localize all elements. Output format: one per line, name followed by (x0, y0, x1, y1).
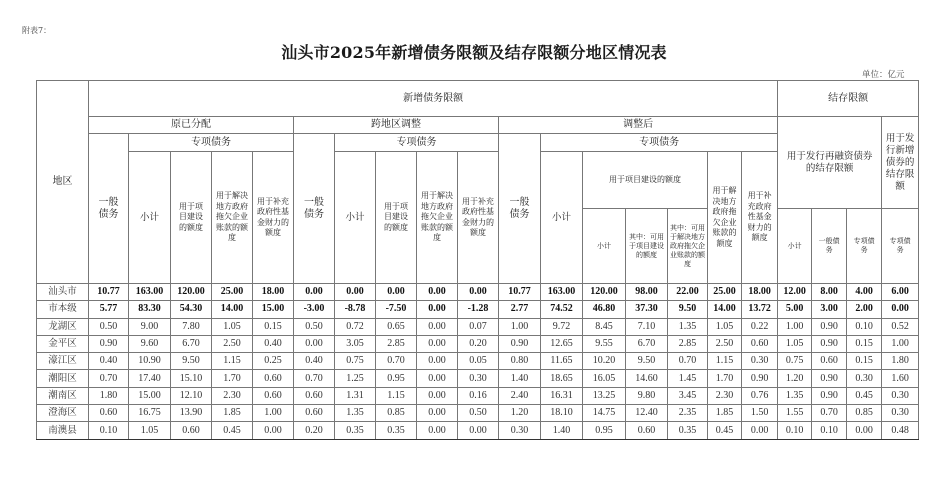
value-cell: 0.15 (847, 353, 882, 370)
value-cell: 0.60 (626, 422, 668, 439)
value-cell: 1.05 (778, 335, 812, 352)
value-cell: 0.00 (417, 422, 458, 439)
value-cell: 10.77 (499, 284, 541, 301)
value-cell: 15.00 (129, 387, 171, 404)
region-cell: 汕头市 (37, 284, 89, 301)
value-cell: 2.30 (212, 387, 253, 404)
value-cell: 1.35 (778, 387, 812, 404)
value-cell: 25.00 (212, 284, 253, 301)
table-row (37, 284, 919, 301)
value-cell: 0.76 (742, 387, 778, 404)
value-cell: 1.85 (212, 405, 253, 422)
value-cell: 0.00 (882, 301, 919, 318)
value-cell: 3.05 (335, 335, 376, 352)
value-cell: 120.00 (171, 284, 212, 301)
value-cell: 9.50 (171, 353, 212, 370)
value-cell: 0.95 (583, 422, 626, 439)
value-cell: 1.05 (212, 318, 253, 335)
value-cell: 9.50 (626, 353, 668, 370)
value-cell: 1.35 (668, 318, 708, 335)
header-adjusted-general: 一般债务 (499, 134, 541, 284)
header-original-arrears: 用于解决地方政府拖欠企业账款的额度 (212, 152, 253, 284)
header-original: 原已分配 (89, 117, 294, 134)
value-cell: 0.65 (376, 318, 417, 335)
value-cell: 0.95 (376, 370, 417, 387)
value-cell: 0.90 (812, 387, 847, 404)
value-cell: 0.75 (778, 353, 812, 370)
value-cell: 0.00 (417, 301, 458, 318)
value-cell: 1.35 (335, 405, 376, 422)
header-original-general: 一般债务 (89, 134, 129, 284)
table-row (37, 422, 919, 439)
header-cross-special: 专项债务 (335, 134, 499, 152)
value-cell: 0.75 (335, 353, 376, 370)
value-cell: 8.45 (583, 318, 626, 335)
value-cell: 13.90 (171, 405, 212, 422)
value-cell: 98.00 (626, 284, 668, 301)
annex-label: 附表7： (22, 26, 52, 35)
header-original-special: 专项债务 (129, 134, 294, 152)
region-cell: 潮阳区 (37, 370, 89, 387)
value-cell: 1.80 (882, 353, 919, 370)
value-cell: 1.00 (253, 405, 294, 422)
value-cell: 0.45 (847, 387, 882, 404)
value-cell: 0.60 (294, 387, 335, 404)
value-cell: 9.55 (583, 335, 626, 352)
value-cell: 0.20 (294, 422, 335, 439)
value-cell: 0.00 (458, 422, 499, 439)
value-cell: 7.80 (171, 318, 212, 335)
value-cell: 9.80 (626, 387, 668, 404)
header-original-supplement: 用于补充政府性基金财力的额度 (253, 152, 294, 284)
value-cell: 1.80 (89, 387, 129, 404)
value-cell: 1.20 (778, 370, 812, 387)
value-cell: 0.00 (847, 422, 882, 439)
value-cell: 13.72 (742, 301, 778, 318)
header-refinancing-remaining: 用于发行再融资债券的结存限额 (778, 117, 882, 209)
value-cell: 1.40 (541, 422, 583, 439)
value-cell: 0.90 (812, 370, 847, 387)
value-cell: 0.30 (847, 370, 882, 387)
value-cell: 1.55 (778, 405, 812, 422)
value-cell: 1.05 (129, 422, 171, 439)
value-cell: 0.00 (335, 284, 376, 301)
value-cell: 1.70 (212, 370, 253, 387)
value-cell: 5.00 (778, 301, 812, 318)
value-cell: 2.50 (708, 335, 742, 352)
value-cell: 0.60 (89, 405, 129, 422)
value-cell: 1.25 (335, 370, 376, 387)
header-region: 地区 (37, 81, 89, 284)
value-cell: 0.70 (812, 405, 847, 422)
value-cell: 0.10 (812, 422, 847, 439)
value-cell: 0.45 (212, 422, 253, 439)
header-adjusted-supplement: 用于补充政府性基金财力的额度 (742, 152, 778, 284)
value-cell: 1.31 (335, 387, 376, 404)
value-cell: 163.00 (541, 284, 583, 301)
value-cell: 9.72 (541, 318, 583, 335)
value-cell: 0.30 (458, 370, 499, 387)
debt-limit-table (36, 80, 919, 440)
value-cell: 0.40 (294, 353, 335, 370)
region-cell: 龙湖区 (37, 318, 89, 335)
value-cell: 16.31 (541, 387, 583, 404)
value-cell: 0.00 (417, 370, 458, 387)
value-cell: 2.40 (499, 387, 541, 404)
value-cell: 163.00 (129, 284, 171, 301)
value-cell: 0.00 (294, 284, 335, 301)
value-cell: 2.50 (212, 335, 253, 352)
value-cell: 18.00 (253, 284, 294, 301)
value-cell: 0.00 (253, 422, 294, 439)
value-cell: 0.10 (89, 422, 129, 439)
header-cross-supplement: 用于补充政府性基金财力的额度 (458, 152, 499, 284)
value-cell: 18.65 (541, 370, 583, 387)
value-cell: 54.30 (171, 301, 212, 318)
value-cell: 14.75 (583, 405, 626, 422)
value-cell: 6.00 (882, 284, 919, 301)
unit-label: 单位：亿元 (862, 70, 905, 80)
value-cell: 74.52 (541, 301, 583, 318)
value-cell: 22.00 (668, 284, 708, 301)
value-cell: 120.00 (583, 284, 626, 301)
value-cell: 0.00 (376, 284, 417, 301)
table-row (37, 353, 919, 370)
header-adjusted: 调整后 (499, 117, 778, 134)
value-cell: 17.40 (129, 370, 171, 387)
value-cell: 1.45 (668, 370, 708, 387)
value-cell: 0.60 (742, 335, 778, 352)
value-cell: 12.10 (171, 387, 212, 404)
value-cell: 0.40 (89, 353, 129, 370)
value-cell: 1.00 (778, 318, 812, 335)
value-cell: 14.00 (708, 301, 742, 318)
value-cell: -1.28 (458, 301, 499, 318)
region-cell: 金平区 (37, 335, 89, 352)
header-adjusted-project-subtotal: 小计 (583, 209, 626, 284)
header-cross-project: 用于项目建设的额度 (376, 152, 417, 284)
value-cell: 9.60 (129, 335, 171, 352)
header-cross-arrears: 用于解决地方政府拖欠企业账款的额度 (417, 152, 458, 284)
value-cell: 16.05 (583, 370, 626, 387)
header-adjusted-subtotal: 小计 (541, 152, 583, 284)
header-refinancing-subtotal: 小计 (778, 209, 812, 284)
value-cell: 0.90 (812, 318, 847, 335)
value-cell: 1.00 (882, 335, 919, 352)
header-refinancing-general: 一般债务 (812, 209, 847, 284)
value-cell: 0.90 (499, 335, 541, 352)
table-row (37, 370, 919, 387)
header-remaining-limit: 结存限额 (778, 81, 919, 117)
value-cell: 0.50 (294, 318, 335, 335)
header-new-debt-limit: 新增债务限额 (89, 81, 778, 117)
value-cell: 12.40 (626, 405, 668, 422)
value-cell: 0.60 (253, 370, 294, 387)
value-cell: 1.60 (882, 370, 919, 387)
value-cell: 0.70 (668, 353, 708, 370)
value-cell: 2.30 (708, 387, 742, 404)
value-cell: 0.25 (253, 353, 294, 370)
value-cell: 0.70 (89, 370, 129, 387)
value-cell: -3.00 (294, 301, 335, 318)
value-cell: 0.60 (294, 405, 335, 422)
table-row (37, 301, 919, 318)
value-cell: 37.30 (626, 301, 668, 318)
value-cell: 0.85 (847, 405, 882, 422)
value-cell: 0.40 (253, 335, 294, 352)
value-cell: 83.30 (129, 301, 171, 318)
table-row (37, 405, 919, 422)
value-cell: 0.45 (708, 422, 742, 439)
header-cross-subtotal: 小计 (335, 152, 376, 284)
value-cell: 1.40 (499, 370, 541, 387)
value-cell: 10.90 (129, 353, 171, 370)
header-original-project: 用于项目建设的额度 (171, 152, 212, 284)
value-cell: 1.85 (708, 405, 742, 422)
header-cross-general: 一般债务 (294, 134, 335, 284)
value-cell: 2.00 (847, 301, 882, 318)
value-cell: -7.50 (376, 301, 417, 318)
value-cell: 10.20 (583, 353, 626, 370)
header-adjusted-special: 专项债务 (541, 134, 778, 152)
value-cell: 0.07 (458, 318, 499, 335)
value-cell: 0.90 (89, 335, 129, 352)
value-cell: 0.30 (742, 353, 778, 370)
value-cell: 0.10 (847, 318, 882, 335)
value-cell: 0.90 (812, 335, 847, 352)
value-cell: 0.00 (417, 318, 458, 335)
value-cell: 0.16 (458, 387, 499, 404)
region-cell: 潮南区 (37, 387, 89, 404)
value-cell: 0.70 (376, 353, 417, 370)
value-cell: 14.00 (212, 301, 253, 318)
region-cell: 濠江区 (37, 353, 89, 370)
value-cell: 0.00 (417, 353, 458, 370)
table-row (37, 335, 919, 352)
page-title: 汕头市2025年新增债务限额及结存限额分地区情况表 (281, 43, 667, 62)
value-cell: 0.85 (376, 405, 417, 422)
value-cell: 0.00 (417, 405, 458, 422)
region-cell: 市本级 (37, 301, 89, 318)
header-adjusted-project: 用于项目建设的额度 (583, 152, 708, 209)
value-cell: 0.50 (458, 405, 499, 422)
value-cell: 12.00 (778, 284, 812, 301)
value-cell: 0.30 (882, 405, 919, 422)
value-cell: 1.15 (376, 387, 417, 404)
value-cell: 0.00 (417, 284, 458, 301)
value-cell: 8.00 (812, 284, 847, 301)
value-cell: 0.35 (376, 422, 417, 439)
value-cell: 4.00 (847, 284, 882, 301)
value-cell: 0.50 (89, 318, 129, 335)
header-new-bond-remaining: 用于发行新增债券的结存限额 (882, 117, 919, 209)
value-cell: 2.35 (668, 405, 708, 422)
value-cell: 2.85 (376, 335, 417, 352)
header-adjusted-arrears: 用于解决地方政府拖欠企业账款的额度 (708, 152, 742, 284)
value-cell: 1.70 (708, 370, 742, 387)
value-cell: 0.30 (882, 387, 919, 404)
value-cell: 0.00 (417, 335, 458, 352)
value-cell: 11.65 (541, 353, 583, 370)
value-cell: 10.77 (89, 284, 129, 301)
value-cell: 6.70 (626, 335, 668, 352)
value-cell: 0.00 (417, 387, 458, 404)
value-cell: 1.05 (708, 318, 742, 335)
value-cell: 25.00 (708, 284, 742, 301)
value-cell: 15.00 (253, 301, 294, 318)
value-cell: 2.85 (668, 335, 708, 352)
value-cell: 0.10 (778, 422, 812, 439)
table-row (37, 387, 919, 404)
value-cell: 14.60 (626, 370, 668, 387)
value-cell: 0.52 (882, 318, 919, 335)
value-cell: 0.15 (253, 318, 294, 335)
value-cell: 0.60 (253, 387, 294, 404)
region-cell: 南澳县 (37, 422, 89, 439)
header-new-bond-special: 专项债务 (882, 209, 919, 284)
value-cell: 1.20 (499, 405, 541, 422)
value-cell: 0.20 (458, 335, 499, 352)
value-cell: 12.65 (541, 335, 583, 352)
table-row (37, 318, 919, 335)
value-cell: 9.00 (129, 318, 171, 335)
value-cell: 0.72 (335, 318, 376, 335)
header-refinancing-special: 专项债务 (847, 209, 882, 284)
value-cell: 9.50 (668, 301, 708, 318)
value-cell: 0.00 (294, 335, 335, 352)
value-cell: 15.10 (171, 370, 212, 387)
region-cell: 澄海区 (37, 405, 89, 422)
value-cell: 0.22 (742, 318, 778, 335)
header-cross-region: 跨地区调整 (294, 117, 499, 134)
header-adjusted-of-which-arrears: 其中：可用于解决地方政府拖欠企业账款的额度 (668, 209, 708, 284)
value-cell: 0.80 (499, 353, 541, 370)
value-cell: 13.25 (583, 387, 626, 404)
value-cell: 0.00 (742, 422, 778, 439)
header-adjusted-of-which-project: 其中：可用于项目建设的额度 (626, 209, 668, 284)
value-cell: 2.77 (499, 301, 541, 318)
value-cell: 0.35 (335, 422, 376, 439)
value-cell: 6.70 (171, 335, 212, 352)
value-cell: 16.75 (129, 405, 171, 422)
value-cell: 0.05 (458, 353, 499, 370)
value-cell: 0.60 (812, 353, 847, 370)
value-cell: 0.60 (171, 422, 212, 439)
value-cell: 0.00 (458, 284, 499, 301)
value-cell: 3.45 (668, 387, 708, 404)
value-cell: 1.15 (212, 353, 253, 370)
value-cell: 0.48 (882, 422, 919, 439)
value-cell: 0.15 (847, 335, 882, 352)
value-cell: 7.10 (626, 318, 668, 335)
value-cell: 3.00 (812, 301, 847, 318)
value-cell: 0.30 (499, 422, 541, 439)
value-cell: -8.78 (335, 301, 376, 318)
value-cell: 46.80 (583, 301, 626, 318)
value-cell: 18.00 (742, 284, 778, 301)
value-cell: 1.50 (742, 405, 778, 422)
value-cell: 1.00 (499, 318, 541, 335)
value-cell: 5.77 (89, 301, 129, 318)
value-cell: 0.70 (294, 370, 335, 387)
value-cell: 0.35 (668, 422, 708, 439)
value-cell: 18.10 (541, 405, 583, 422)
value-cell: 1.15 (708, 353, 742, 370)
value-cell: 0.90 (742, 370, 778, 387)
header-original-subtotal: 小计 (129, 152, 171, 284)
